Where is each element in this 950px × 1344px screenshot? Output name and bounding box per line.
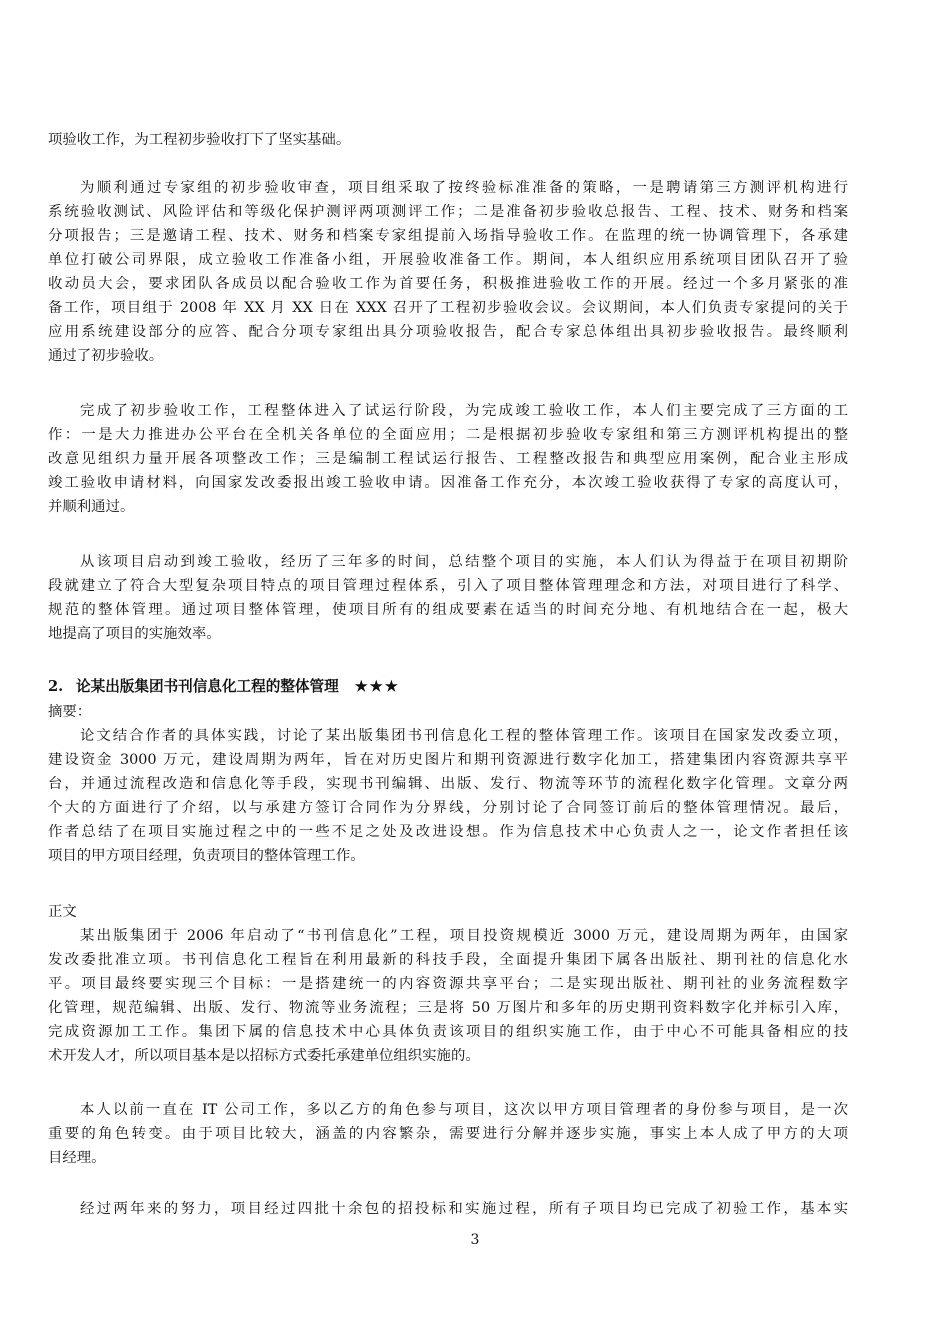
text-line: 发改委批准立项。书刊信息化工程旨在利用最新的科技手段，全面提升集团下属各出版社、期刊社的信息化水	[48, 952, 848, 968]
text-line: 完成资源加工工作。集团下属的信息技术中心具体负责该项目的组织实施工作，由于中心不可能具备相应的技	[48, 1024, 848, 1040]
text-line: 项目的甲方项目经理，负责项目的整体管理工作。	[48, 848, 365, 864]
text-line: 并顺利通过。	[48, 499, 135, 515]
text-line: 段就建立了符合大型复杂项目特点的项目管理过程体系，引入了项目整体管理理念和方法，对项目进行了科学、	[48, 578, 848, 594]
text-line: 为顺利通过专家组的初步验收审查，项目组采取了按终验标准准备的策略，一是聘请第三方测评机构进行	[80, 180, 848, 196]
body-label: 正文	[48, 904, 77, 920]
text-line: 收动员大会，要求团队各成员以配合验收工作为首要任务，积极推进验收工作的开展。经过一个多月紧张的准	[48, 276, 848, 292]
text-line: 作者总结了在项目实施过程之中的一些不足之处及改进设想。作为信息技术中心负责人之一，论文作者担任该	[48, 824, 848, 840]
rating-stars: ★★★	[354, 678, 400, 695]
section-number: 2.	[48, 678, 64, 695]
paragraph	[48, 550, 848, 646]
text-line: 个大的方面进行了介绍，以与承建方签订合同作为分界线，分别讨论了合同签订前后的整体管理情况。最后，	[48, 800, 848, 816]
paragraph	[48, 176, 848, 368]
page-number: 3	[470, 1232, 480, 1248]
text-line: 完成了初步验收工作，工程整体进入了试运行阶段，为完成竣工验收工作，本人们主要完成了三方面的工	[80, 403, 848, 419]
text-line: 系统验收测试、风险评估和等级化保护测评两项测评工作；二是准备初步验收总报告、工程、技术、财务和档案	[48, 204, 848, 220]
paragraph	[48, 1197, 848, 1221]
abstract-paragraph	[48, 724, 848, 868]
paragraph	[48, 399, 848, 519]
text-line: 术开发人才，所以项目基本是以招标方式委托承建单位组织实施的。	[48, 1048, 480, 1064]
paragraph	[48, 128, 848, 152]
paragraph	[48, 924, 848, 1068]
section-heading	[48, 675, 400, 699]
text-line: 建设资金 3000 万元，建设周期为两年，旨在对历史图片和期刊资源进行数字化加工，搭建集团内容资源共享平	[48, 752, 848, 768]
text-line: 重要的角色转变。由于项目比较大，涵盖的内容繁杂，需要进行分解并逐步实施，事实上本人成了甲方的大项	[48, 1126, 848, 1142]
section-title: 论某出版集团书刊信息化工程的整体管理	[76, 678, 339, 695]
text-line: 化管理，规范编辑、出版、发行、物流等业务流程；三是将 50 万图片和多年的历史期刊资料数字化并标引入库，	[48, 1000, 848, 1016]
text-line: 应用系统建设部分的应答、配合分项专家组出具分项验收报告，配合专家总体组出具初步验收报告。最终顺利	[48, 324, 848, 340]
text-line: 目经理。	[48, 1150, 106, 1166]
text-line: 项验收工作，为工程初步验收打下了坚实基础。	[48, 132, 351, 148]
text-line: 某出版集团于 2006 年启动了“书刊信息化”工程，项目投资规模近 3000 万元，建设周期为两年，由国家	[80, 928, 848, 944]
abstract-label: 摘要：	[48, 704, 92, 720]
text-line: 规范的整体管理。通过项目整体管理，使项目所有的组成要素在适当的时间充分地、有机地结合在一起，极大	[48, 602, 848, 618]
text-line: 从该项目启动到竣工验收，经历了三年多的时间，总结整个项目的实施，本人们认为得益于在项目初期阶	[80, 554, 848, 570]
text-line: 作：一是大力推进办公平台在全机关各单位的全面应用；二是根据初步验收专家组和第三方测评机构提出的整	[48, 427, 848, 443]
text-line: 竣工验收申请材料，向国家发改委报出竣工验收申请。因准备工作充分，本次竣工验收获得了专家的高度认可，	[48, 475, 848, 491]
text-line: 经过两年来的努力，项目经过四批十余包的招投标和实施过程，所有子项目均已完成了初验工作，基本实	[80, 1201, 848, 1217]
text-line: 平。项目最终要实现三个目标：一是搭建统一的内容资源共享平台；二是实现出版社、期刊社的业务流程数字	[48, 976, 848, 992]
text-line: 单位打破公司界限，成立验收工作准备小组，开展验收准备工作。期间，本人组织应用系统项目团队召开了验	[48, 252, 848, 268]
text-line: 分项报告；三是邀请工程、技术、财务和档案专家组提前入场指导验收工作。在监理的统一协调管理下，各承建	[48, 228, 848, 244]
text-line: 通过了初步验收。	[48, 348, 164, 364]
paragraph	[48, 1098, 848, 1170]
text-line: 论文结合作者的具体实践，讨论了某出版集团书刊信息化工程的整体管理工作。该项目在国家发改委立项，	[80, 728, 848, 744]
text-line: 备工作，项目组于 2008 年 XX 月 XX 日在 XXX 召开了工程初步验收会议。会议期间，本人们负责专家提问的关于	[48, 300, 848, 316]
text-line: 本人以前一直在 IT 公司工作，多以乙方的角色参与项目，这次以甲方项目管理者的身份参与项目，是一次	[80, 1102, 848, 1118]
text-line: 台，并通过流程改造和信息化等手段，实现书刊编辑、出版、发行、物流等环节的流程化数字化管理。文章分两	[48, 776, 848, 792]
text-line: 改意见组织力量开展各项整改工作；三是编制工程试运行报告、工程整改报告和典型应用案例，配合业主形成	[48, 451, 848, 467]
text-line: 地提高了项目的实施效率。	[48, 626, 221, 642]
